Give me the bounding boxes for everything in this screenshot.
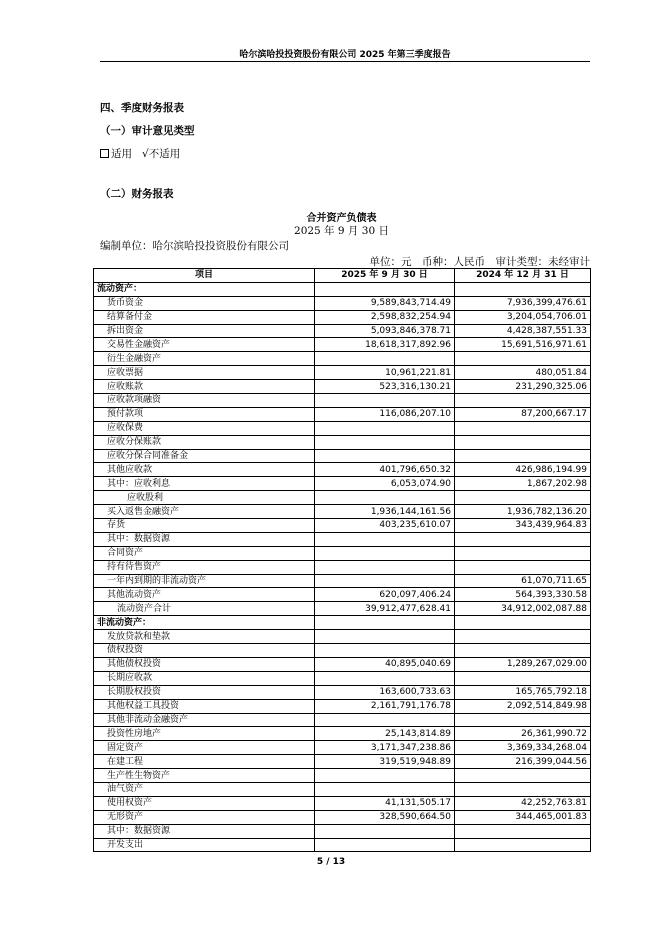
- row-label: 固定资产: [94, 741, 315, 755]
- row-label: 其他应收款: [94, 463, 315, 477]
- table-row: [94, 505, 591, 519]
- value-prior-period: 344,465,001.83: [455, 810, 591, 824]
- value-prior-period: 34,912,002,087.88: [455, 602, 591, 616]
- value-current-period: 319,519,948.89: [315, 755, 455, 769]
- column-header-current: 2025 年 9 月 30 日: [315, 269, 455, 283]
- value-current-period: 39,912,477,628.41: [315, 602, 455, 616]
- balance-sheet-table: [93, 268, 591, 852]
- row-label: 预付款项: [94, 407, 315, 421]
- table-row: [94, 671, 591, 685]
- table-row: [94, 796, 591, 810]
- value-current-period: 116,086,207.10: [315, 407, 455, 421]
- value-prior-period: 1,936,782,136.20: [455, 505, 591, 519]
- option-applicable: 适用: [111, 148, 132, 160]
- value-current-period: [315, 630, 455, 644]
- row-label: 长期股权投资: [94, 685, 315, 699]
- value-prior-period: 42,252,763.81: [455, 796, 591, 810]
- row-label: 买入返售金融资产: [94, 505, 315, 519]
- value-current-period: 2,598,832,254.94: [315, 310, 455, 324]
- audit-opinion-title: （一）审计意见类型: [100, 125, 195, 137]
- value-current-period: [315, 421, 455, 435]
- row-label: 应收款项融资: [94, 394, 315, 408]
- table-row: [94, 782, 591, 796]
- row-label: 结算备付金: [94, 310, 315, 324]
- value-current-period: [315, 449, 455, 463]
- table-body: [94, 282, 591, 852]
- table-row: [94, 421, 591, 435]
- value-current-period: [315, 782, 455, 796]
- row-label: 其他债权投资: [94, 657, 315, 671]
- row-label: 合同资产: [94, 546, 315, 560]
- table-row: [94, 449, 591, 463]
- row-label: 应收票据: [94, 366, 315, 380]
- row-label: 其他权益工具投资: [94, 699, 315, 713]
- value-prior-period: 426,986,194.99: [455, 463, 591, 477]
- value-prior-period: [455, 824, 591, 838]
- value-prior-period: [455, 713, 591, 727]
- value-prior-period: 3,204,054,706.01: [455, 310, 591, 324]
- value-current-period: 523,316,130.21: [315, 380, 455, 394]
- value-current-period: 25,143,814.89: [315, 727, 455, 741]
- table-row: [94, 560, 591, 574]
- value-current-period: [315, 282, 455, 296]
- value-current-period: 163,600,733.63: [315, 685, 455, 699]
- value-prior-period: [455, 435, 591, 449]
- table-row: [94, 324, 591, 338]
- checkbox-empty-icon: [100, 149, 109, 158]
- table-row: [94, 727, 591, 741]
- value-prior-period: 343,439,964.83: [455, 519, 591, 533]
- table-row: [94, 352, 591, 366]
- row-label: 应收分保合同准备金: [94, 449, 315, 463]
- value-current-period: 6,053,074.90: [315, 477, 455, 491]
- value-prior-period: [455, 560, 591, 574]
- table-row: [94, 366, 591, 380]
- table-row: [94, 338, 591, 352]
- value-prior-period: [455, 491, 591, 505]
- row-label: 发放贷款和垫款: [94, 630, 315, 644]
- value-prior-period: [455, 546, 591, 560]
- value-prior-period: 7,936,399,476.61: [455, 296, 591, 310]
- row-label: 流动资产：: [94, 282, 315, 296]
- row-label: 开发支出: [94, 838, 315, 852]
- row-label: 其中：数据资源: [94, 824, 315, 838]
- table-row: [94, 282, 591, 296]
- table-row: [94, 713, 591, 727]
- value-prior-period: [455, 449, 591, 463]
- table-row: [94, 310, 591, 324]
- table-row: [94, 519, 591, 533]
- value-current-period: 10,961,221.81: [315, 366, 455, 380]
- table-row: [94, 407, 591, 421]
- row-label: 使用权资产: [94, 796, 315, 810]
- unit-currency-line: 单位：元 币种：人民币 审计类型：未经审计: [369, 256, 590, 268]
- row-label: 一年内到期的非流动资产: [94, 574, 315, 588]
- value-prior-period: [455, 838, 591, 852]
- table-row: [94, 616, 591, 630]
- row-label: 在建工程: [94, 755, 315, 769]
- value-current-period: [315, 532, 455, 546]
- value-prior-period: [455, 532, 591, 546]
- table-row: [94, 477, 591, 491]
- value-current-period: 5,093,846,378.71: [315, 324, 455, 338]
- value-current-period: [315, 713, 455, 727]
- column-header-item: 项目: [94, 269, 315, 283]
- value-current-period: 1,936,144,161.56: [315, 505, 455, 519]
- section-title: 四、季度财务报表: [100, 102, 184, 114]
- row-label: 流动资产合计: [94, 602, 315, 616]
- row-label: 其中：应收利息: [94, 477, 315, 491]
- table-row: [94, 588, 591, 602]
- row-label: 其他非流动金融资产: [94, 713, 315, 727]
- table-row: [94, 755, 591, 769]
- header-divider: [100, 61, 590, 62]
- value-prior-period: [455, 782, 591, 796]
- value-current-period: 403,235,610.07: [315, 519, 455, 533]
- row-label: 交易性金融资产: [94, 338, 315, 352]
- table-row: [94, 769, 591, 783]
- value-prior-period: [455, 630, 591, 644]
- value-prior-period: 231,290,325.06: [455, 380, 591, 394]
- row-label: 其中：数据资源: [94, 532, 315, 546]
- table-row: [94, 630, 591, 644]
- value-prior-period: 1,867,202.98: [455, 477, 591, 491]
- value-current-period: [315, 644, 455, 658]
- table-row: [94, 574, 591, 588]
- value-current-period: 2,161,791,176.78: [315, 699, 455, 713]
- value-prior-period: [455, 282, 591, 296]
- row-label: 无形资产: [94, 810, 315, 824]
- table-row: [94, 380, 591, 394]
- value-prior-period: 61,070,711.65: [455, 574, 591, 588]
- financial-statements-title: （二）财务报表: [100, 188, 174, 200]
- row-label: 长期应收款: [94, 671, 315, 685]
- row-label: 拆出资金: [94, 324, 315, 338]
- value-current-period: [315, 491, 455, 505]
- page-header: 哈尔滨哈投投资股份有限公司 2025 年第三季度报告: [239, 50, 451, 60]
- value-current-period: [315, 824, 455, 838]
- value-prior-period: [455, 394, 591, 408]
- value-current-period: [315, 671, 455, 685]
- table-row: [94, 532, 591, 546]
- value-current-period: [315, 546, 455, 560]
- value-prior-period: [455, 671, 591, 685]
- row-label: 生产性生物资产: [94, 769, 315, 783]
- table-row: [94, 824, 591, 838]
- table-row: [94, 644, 591, 658]
- value-prior-period: 4,428,387,551.33: [455, 324, 591, 338]
- row-label: 衍生金融资产: [94, 352, 315, 366]
- statement-title: 合并资产负债表: [306, 213, 377, 224]
- column-header-prior: 2024 年 12 月 31 日: [455, 269, 591, 283]
- value-prior-period: 165,765,792.18: [455, 685, 591, 699]
- row-label: 债权投资: [94, 644, 315, 658]
- row-label: 其他流动资产: [94, 588, 315, 602]
- value-current-period: [315, 435, 455, 449]
- value-current-period: 620,097,406.24: [315, 588, 455, 602]
- value-prior-period: 26,361,990.72: [455, 727, 591, 741]
- table-row: [94, 741, 591, 755]
- value-current-period: [315, 560, 455, 574]
- value-current-period: 3,171,347,238.86: [315, 741, 455, 755]
- page-number: 5 / 13: [316, 857, 346, 867]
- table-row: [94, 296, 591, 310]
- row-label: 投资性房地产: [94, 727, 315, 741]
- table-header-row: [94, 269, 591, 283]
- table-row: [94, 810, 591, 824]
- table-row: [94, 435, 591, 449]
- value-current-period: [315, 769, 455, 783]
- value-current-period: 41,131,505.17: [315, 796, 455, 810]
- row-label: 油气资产: [94, 782, 315, 796]
- table-row: [94, 699, 591, 713]
- value-prior-period: [455, 644, 591, 658]
- value-current-period: [315, 838, 455, 852]
- value-prior-period: 3,369,334,268.04: [455, 741, 591, 755]
- value-prior-period: [455, 352, 591, 366]
- row-label: 持有待售资产: [94, 560, 315, 574]
- value-prior-period: 564,393,330.58: [455, 588, 591, 602]
- table-row: [94, 685, 591, 699]
- value-current-period: 18,618,317,892.96: [315, 338, 455, 352]
- row-label: 应收股利: [94, 491, 315, 505]
- value-prior-period: [455, 421, 591, 435]
- value-prior-period: 216,399,044.56: [455, 755, 591, 769]
- row-label: 应收保费: [94, 421, 315, 435]
- value-current-period: 328,590,664.50: [315, 810, 455, 824]
- value-current-period: [315, 616, 455, 630]
- table-row: [94, 491, 591, 505]
- table-row: [94, 394, 591, 408]
- value-current-period: 40,895,040.69: [315, 657, 455, 671]
- row-label: 非流动资产：: [94, 616, 315, 630]
- table-row: [94, 463, 591, 477]
- option-not-applicable: √不适用: [142, 148, 181, 160]
- preparer-company: 编制单位：哈尔滨哈投投资股份有限公司: [100, 240, 289, 252]
- value-prior-period: 2,092,514,849.98: [455, 699, 591, 713]
- value-current-period: 401,796,650.32: [315, 463, 455, 477]
- value-prior-period: [455, 616, 591, 630]
- row-label: 应收分保账款: [94, 435, 315, 449]
- value-prior-period: 15,691,516,971.61: [455, 338, 591, 352]
- table-row: [94, 838, 591, 852]
- row-label: 存货: [94, 519, 315, 533]
- statement-date: 2025 年 9 月 30 日: [294, 225, 389, 237]
- row-label: 货币资金: [94, 296, 315, 310]
- table-row: [94, 602, 591, 616]
- value-prior-period: [455, 769, 591, 783]
- audit-options: [100, 146, 180, 161]
- value-prior-period: 87,200,667.17: [455, 407, 591, 421]
- value-current-period: [315, 574, 455, 588]
- table-row: [94, 657, 591, 671]
- value-prior-period: 1,289,267,029.00: [455, 657, 591, 671]
- value-current-period: 9,589,843,714.49: [315, 296, 455, 310]
- value-current-period: [315, 394, 455, 408]
- value-prior-period: 480,051.84: [455, 366, 591, 380]
- row-label: 应收账款: [94, 380, 315, 394]
- value-current-period: [315, 352, 455, 366]
- table-row: [94, 546, 591, 560]
